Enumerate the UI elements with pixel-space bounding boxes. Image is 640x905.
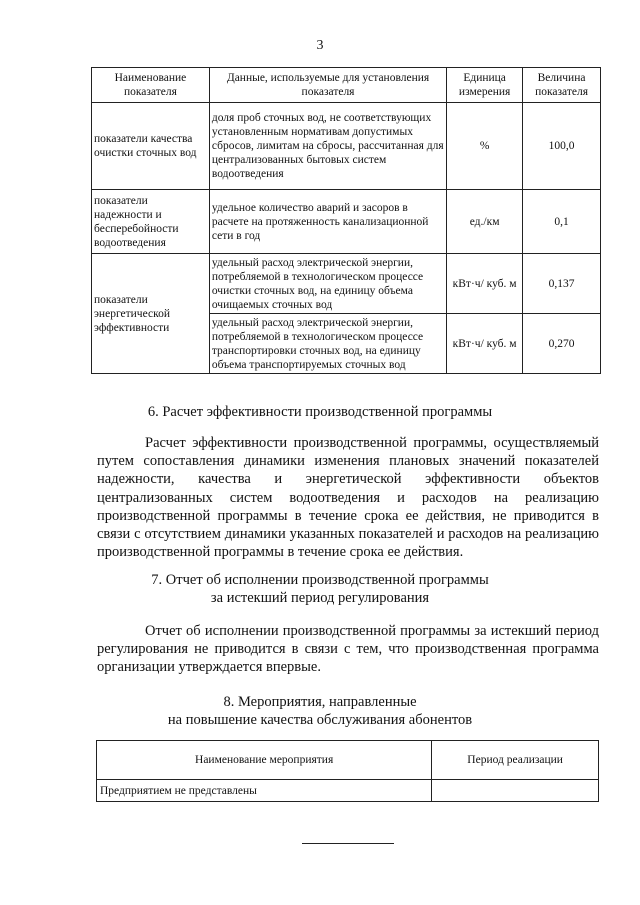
indicator-value: 0,1 bbox=[523, 190, 601, 254]
table-row bbox=[92, 103, 601, 190]
column-header: Величина показателя bbox=[523, 68, 601, 103]
table-header-row bbox=[97, 741, 599, 780]
column-header: Наименование показателя bbox=[92, 68, 210, 103]
section-6-text: Расчет эффективности производственной программы, осуществляемый путем сопоставления динамики изменения плановых значений показателей надежности, качества и энергетической эффективности объектов централизованных систем водоотведения и расходов на реализацию производственной программы в течение срока ее действия, не приводится в связи с отсутствием динамики указанных показателей и расходов на реализацию производственной программы в течение срока ее действия. bbox=[97, 435, 599, 561]
column-header: Наименование мероприятия bbox=[97, 741, 432, 780]
measure-period bbox=[432, 780, 599, 802]
column-header: Данные, используемые для установления показателя bbox=[209, 68, 446, 103]
section-6-title: 6. Расчет эффективности производственной программы bbox=[147, 404, 493, 420]
section-8-title-line2: на повышение качества обслуживания абонентов bbox=[167, 712, 473, 728]
indicator-value: 0,137 bbox=[523, 254, 601, 314]
table-header-row bbox=[92, 68, 601, 103]
section-7-title-line2: за истекший период регулирования bbox=[210, 590, 430, 606]
indicator-name: показатели качества очистки сточных вод bbox=[92, 103, 210, 190]
section-7-title-line1: 7. Отчет об исполнении производственной программы bbox=[151, 572, 489, 588]
measures-table bbox=[96, 740, 599, 802]
column-header: Период реализации bbox=[432, 741, 599, 780]
indicator-unit: кВт·ч/ куб. м bbox=[447, 314, 523, 374]
table-row bbox=[92, 254, 601, 314]
indicator-unit: ед./км bbox=[447, 190, 523, 254]
column-header: Единица измерения bbox=[447, 68, 523, 103]
section-8-title-line1: 8. Мероприятия, направленные bbox=[223, 694, 417, 710]
indicator-value: 100,0 bbox=[523, 103, 601, 190]
indicator-name: показатели надежности и бесперебойности водоотведения bbox=[92, 190, 210, 254]
indicator-unit: кВт·ч/ куб. м bbox=[447, 254, 523, 314]
indicator-name: показатели энергетической эффективности bbox=[92, 254, 210, 374]
table-row bbox=[92, 190, 601, 254]
indicator-unit: % bbox=[447, 103, 523, 190]
footer-divider bbox=[302, 843, 394, 844]
table-row bbox=[97, 780, 599, 802]
page-number: 3 bbox=[316, 38, 324, 53]
indicator-data: удельный расход электрической энергии, потребляемой в технологическом процессе транспортировки сточных вод, на единицу объема транспортируемых сточных вод bbox=[209, 314, 446, 374]
section-7-text: Отчет об исполнении производственной программы за истекший период регулирования не приводится в связи с тем, что производственная программа организации утверждается впервые. bbox=[97, 623, 599, 676]
indicator-value: 0,270 bbox=[523, 314, 601, 374]
measure-name: Предприятием не представлены bbox=[97, 780, 432, 802]
indicators-table bbox=[91, 67, 601, 374]
indicator-data: доля проб сточных вод, не соответствующих установленным нормативам допустимых сбросов, лимитам на сбросы, рассчитанная для централизованных бытовых систем водоотведения bbox=[209, 103, 446, 190]
indicator-data: удельный расход электрической энергии, потребляемой в технологическом процессе очистки сточных вод, на единицу объема очищаемых сточных вод bbox=[209, 254, 446, 314]
indicator-data: удельное количество аварий и засоров в расчете на протяженность канализационной сети в год bbox=[209, 190, 446, 254]
